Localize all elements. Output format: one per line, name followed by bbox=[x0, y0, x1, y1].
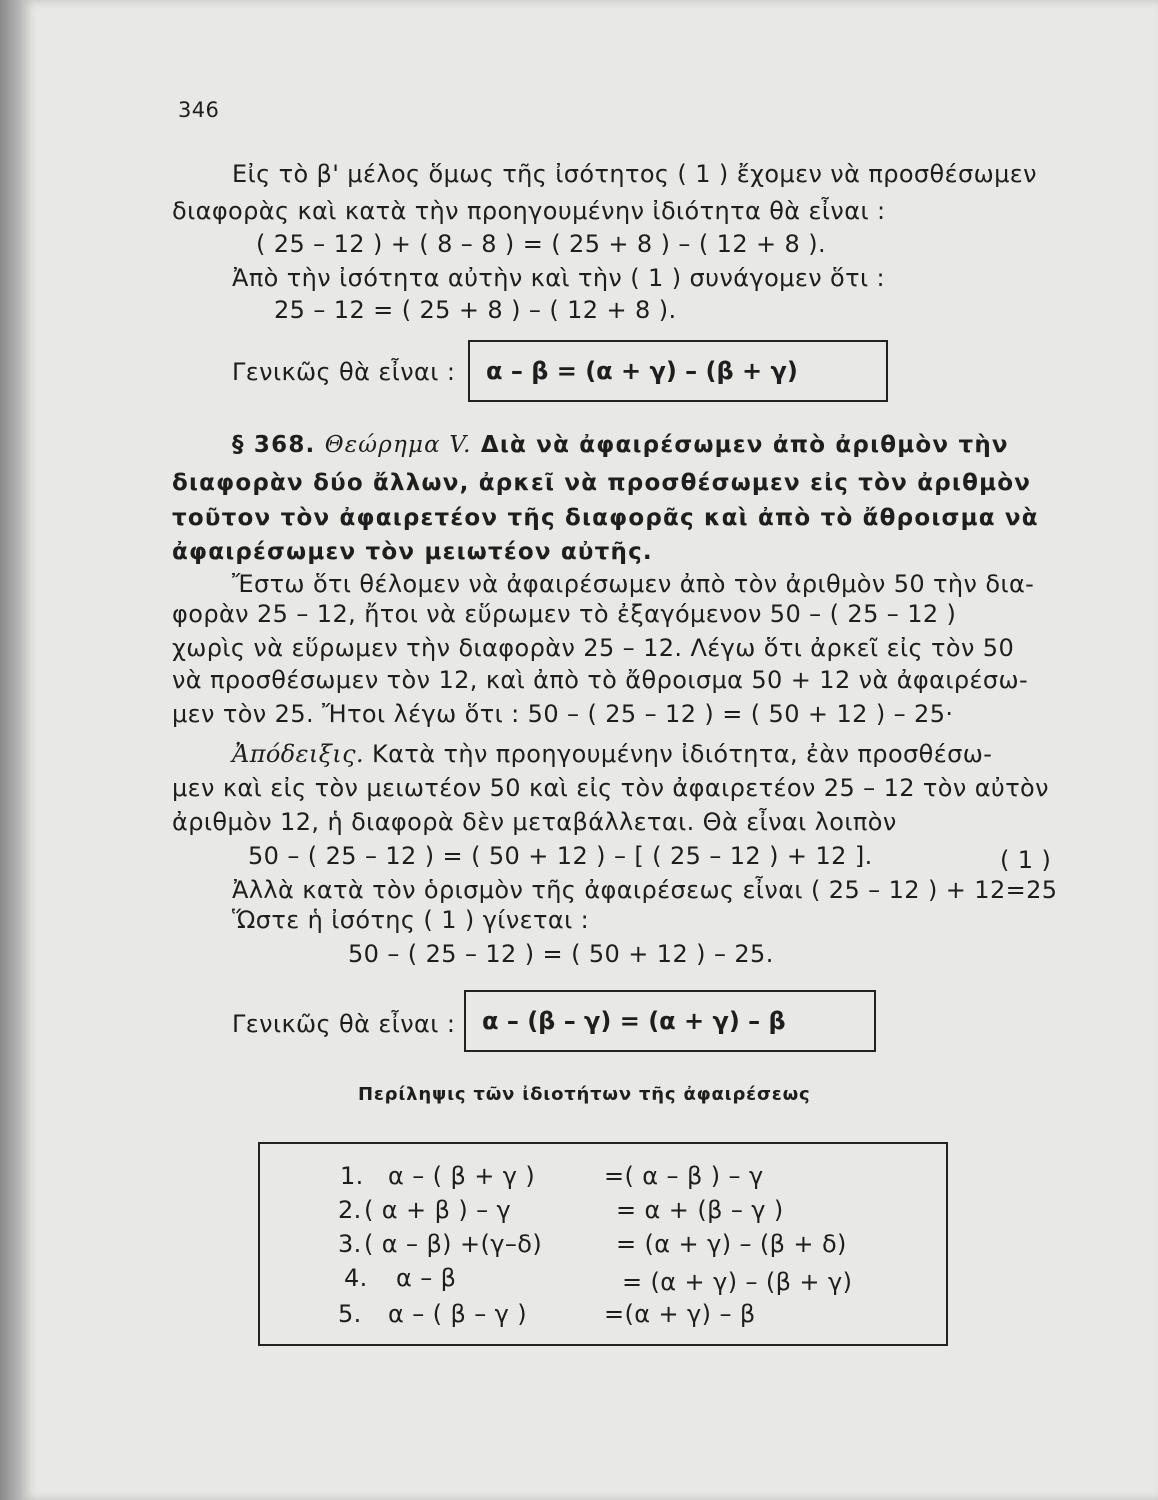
proof-line bbox=[232, 740, 992, 768]
theorem-text: ἀφαιρέσωμεν τὸν μειωτέον αὐτῆς. bbox=[172, 539, 653, 565]
formula-box bbox=[464, 990, 876, 1052]
theorem-heading bbox=[232, 432, 1009, 458]
text-line: Ἀλλὰ κατὰ τὸν ὁρισμὸν τῆς ἀφαιρέσεως εἶναι ( 25 – 12 ) + 12=25 bbox=[232, 876, 1058, 904]
text-line: Ὥστε ἡ ἰσότης ( 1 ) γίνεται : bbox=[232, 906, 590, 934]
summary-row-number: 4. bbox=[344, 1264, 368, 1292]
text-line: Ἀπὸ τὴν ἰσότητα αὐτὴν καὶ τὴν ( 1 ) συνάγομεν ὅτι : bbox=[232, 264, 886, 292]
book-spine-shadow bbox=[0, 0, 22, 1500]
formula-text: α – (β – γ) = (α + γ) – β bbox=[482, 1007, 786, 1035]
equation-number: ( 1 ) bbox=[1000, 846, 1052, 874]
summary-row-right: =(α + γ) – β bbox=[604, 1300, 756, 1328]
text-line: μεν τὸν 25. Ἤτοι λέγω ὅτι : 50 – ( 25 – 12 ) = ( 50 + 12 ) – 25· bbox=[172, 700, 954, 728]
equation-line: 50 – ( 25 – 12 ) = ( 50 + 12 ) – [ ( 25 – 12 ) + 12 ]. bbox=[248, 842, 873, 870]
theorem-text: Διὰ νὰ ἀφαιρέσωμεν ἀπὸ ἀριθμὸν τὴν bbox=[480, 432, 1009, 458]
equation-line: ( 25 – 12 ) + ( 8 – 8 ) = ( 25 + 8 ) – ( 12 + 8 ). bbox=[256, 230, 827, 258]
summary-title: Περίληψις τῶν ἰδιοτήτων τῆς ἀφαιρέσεως bbox=[358, 1084, 811, 1105]
summary-row-left: α – ( β – γ ) bbox=[388, 1300, 528, 1328]
proof-text: Κατὰ τὴν προηγουμένην ἰδιότητα, ἐὰν προσθέσω- bbox=[372, 740, 993, 768]
generalization-label: Γενικῶς θὰ εἶναι : bbox=[232, 1010, 456, 1038]
text-line: φορὰν 25 – 12, ἤτοι νὰ εὕρωμεν τὸ ἐξαγόμενον 50 – ( 25 – 12 ) bbox=[172, 600, 957, 628]
summary-row-number: 1. bbox=[340, 1162, 364, 1190]
equation-line: 50 – ( 25 – 12 ) = ( 50 + 12 ) – 25. bbox=[348, 940, 774, 968]
summary-row-right: =( α – β ) – γ bbox=[604, 1162, 764, 1190]
page-number: 346 bbox=[178, 98, 220, 122]
text-line: χωρὶς νὰ εὕρωμεν τὴν διαφορὰν 25 – 12. Λέγω ὅτι ἀρκεῖ εἰς τὸν 50 bbox=[172, 634, 1015, 662]
summary-row-right: = α + (β – γ ) bbox=[616, 1196, 784, 1224]
text-line: μεν καὶ εἰς τὸν μειωτέον 50 καὶ εἰς τὸν ἀφαιρετέον 25 – 12 τὸν αὐτὸν bbox=[172, 774, 1049, 802]
generalization-label: Γενικῶς θὰ εἶναι : bbox=[232, 358, 456, 386]
theorem-number: § 368. bbox=[232, 432, 316, 458]
summary-row-number: 2. bbox=[338, 1196, 362, 1224]
equation-line: 25 – 12 = ( 25 + 8 ) – ( 12 + 8 ). bbox=[274, 296, 677, 324]
text-line: διαφορὰς καὶ κατὰ τὴν προηγουμένην ἰδιότητα θὰ εἶναι : bbox=[172, 197, 886, 225]
summary-row-left: ( α + β ) – γ bbox=[364, 1196, 512, 1224]
theorem-text: διαφορὰν δύο ἄλλων, ἀρκεῖ νὰ προσθέσωμεν εἰς τὸν ἀριθμὸν bbox=[172, 470, 1032, 496]
text-line: ἀριθμὸν 12, ἡ διαφορὰ δὲν μεταβάλλεται. Θὰ εἶναι λοιπὸν bbox=[172, 808, 897, 836]
text-line: Εἰς τὸ β' μέλος ὅμως τῆς ἰσότητος ( 1 ) ἔχομεν νὰ προσθέσωμεν bbox=[232, 160, 1037, 188]
theorem-name: Θεώρημα V. bbox=[324, 432, 472, 458]
formula-text: α – β = (α + γ) – (β + γ) bbox=[486, 357, 798, 385]
summary-row-number: 3. bbox=[338, 1230, 362, 1258]
summary-row-left: α – β bbox=[396, 1264, 457, 1292]
summary-row-left: ( α – β) +(γ–δ) bbox=[364, 1230, 543, 1258]
theorem-text: τοῦτον τὸν ἀφαιρετέον τῆς διαφορᾶς καὶ ἀπὸ τὸ ἄθροισμα νὰ bbox=[172, 505, 1039, 531]
proof-label: Ἀπόδειξις. bbox=[232, 740, 364, 768]
summary-row-right: = (α + γ) – (β + δ) bbox=[616, 1230, 847, 1258]
summary-row-right: = (α + γ) – (β + γ) bbox=[622, 1268, 853, 1296]
text-line: νὰ προσθέσωμεν τὸν 12, καὶ ἀπὸ τὸ ἄθροισμα 50 + 12 νὰ ἀφαιρέσω- bbox=[172, 666, 1029, 694]
summary-row-number: 5. bbox=[338, 1300, 362, 1328]
formula-box bbox=[468, 340, 888, 402]
text-line: Ἔστω ὅτι θέλομεν νὰ ἀφαιρέσωμεν ἀπὸ τὸν ἀριθμὸν 50 τὴν δια- bbox=[232, 570, 1035, 598]
summary-row-left: α – ( β + γ ) bbox=[388, 1162, 536, 1190]
